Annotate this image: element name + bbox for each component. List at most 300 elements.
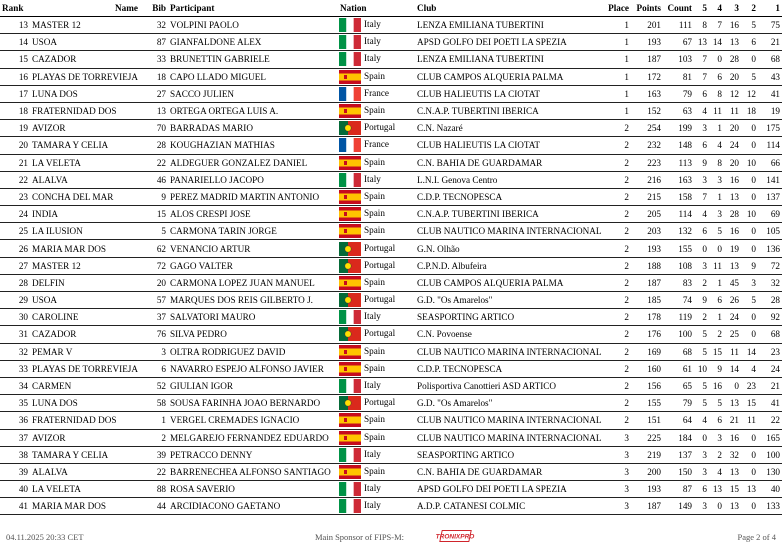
cell-s1: 136	[758, 240, 782, 257]
cell-s1: 141	[758, 171, 782, 188]
cell-place: 2	[603, 154, 631, 171]
cell-participant: BARRADAS MARIO	[168, 120, 338, 137]
nation-label: Spain	[364, 70, 385, 81]
cell-count: 155	[663, 240, 694, 257]
cell-place: 3	[603, 498, 631, 515]
cell-points: 151	[631, 412, 663, 429]
cell-participant: MARQUES DOS REIS GILBERTO J.	[168, 292, 338, 309]
cell-count: 184	[663, 429, 694, 446]
cell-bib: 33	[140, 51, 168, 68]
cell-s5: 10	[694, 360, 709, 377]
cell-s2: 12	[741, 85, 758, 102]
cell-s4: 13	[709, 481, 724, 498]
cell-count: 199	[663, 120, 694, 137]
cell-bib: 88	[140, 481, 168, 498]
col-participant: Participant	[168, 0, 338, 17]
nation-label: Portugal	[364, 328, 396, 339]
cell-name: MARIA MAR DOS	[30, 498, 140, 515]
cell-s1: 72	[758, 257, 782, 274]
cell-bib: 1	[140, 412, 168, 429]
cell-s3: 24	[724, 309, 741, 326]
cell-place: 2	[603, 120, 631, 137]
nation-label: Spain	[364, 105, 385, 116]
cell-s1: 21	[758, 34, 782, 51]
cell-rank: 29	[0, 292, 30, 309]
cell-nation	[338, 120, 415, 137]
cell-participant: SACCO JULIEN	[168, 85, 338, 102]
cell-s1: 75	[758, 17, 782, 34]
cell-participant: CAPO LLADO MIGUEL	[168, 68, 338, 85]
cell-participant: SILVA PEDRO	[168, 326, 338, 343]
cell-s2: 13	[741, 481, 758, 498]
cell-s4: 14	[709, 34, 724, 51]
cell-name: ALALVA	[30, 171, 140, 188]
col-5: 5	[694, 0, 709, 17]
cell-s3: 20	[724, 120, 741, 137]
cell-s2: 0	[741, 326, 758, 343]
cell-s5: 6	[694, 85, 709, 102]
portugal-flag-icon	[339, 259, 361, 273]
spain-flag-icon	[339, 207, 361, 221]
cell-points: 155	[631, 395, 663, 412]
cell-place: 2	[603, 395, 631, 412]
cell-s5: 7	[694, 188, 709, 205]
spain-flag-icon	[339, 431, 361, 445]
nation-label: Italy	[364, 19, 381, 30]
cell-participant: GIULIAN IGOR	[168, 377, 338, 394]
cell-s2: 14	[741, 343, 758, 360]
cell-count: 87	[663, 481, 694, 498]
cell-bib: 9	[140, 188, 168, 205]
cell-nation	[338, 360, 415, 377]
page-footer	[0, 529, 782, 545]
table-row	[0, 85, 782, 102]
cell-bib: 18	[140, 68, 168, 85]
cell-rank: 16	[0, 68, 30, 85]
cell-nation	[338, 223, 415, 240]
cell-nation	[338, 343, 415, 360]
cell-participant: VENANCIO ARTUR	[168, 240, 338, 257]
cell-s5: 3	[694, 171, 709, 188]
table-row	[0, 274, 782, 291]
cell-s5: 8	[694, 17, 709, 34]
cell-bib: 22	[140, 463, 168, 480]
cell-name: AVIZOR	[30, 429, 140, 446]
cell-name: CONCHA DEL MAR	[30, 188, 140, 205]
cell-s5: 5	[694, 326, 709, 343]
cell-s1: 21	[758, 377, 782, 394]
tronixpro-logo	[435, 529, 475, 543]
col-nation: Nation	[338, 0, 415, 17]
cell-s5: 13	[694, 34, 709, 51]
cell-s2: 4	[741, 360, 758, 377]
cell-nation	[338, 206, 415, 223]
spain-flag-icon	[339, 465, 361, 479]
cell-s4: 11	[709, 257, 724, 274]
cell-rank: 21	[0, 154, 30, 171]
cell-nation	[338, 274, 415, 291]
cell-s4: 5	[709, 223, 724, 240]
cell-bib: 87	[140, 34, 168, 51]
cell-place: 2	[603, 274, 631, 291]
cell-place: 2	[603, 360, 631, 377]
table-row	[0, 257, 782, 274]
cell-bib: 22	[140, 154, 168, 171]
cell-rank: 40	[0, 481, 30, 498]
italy-flag-icon	[339, 310, 361, 324]
cell-s4: 6	[709, 292, 724, 309]
cell-place: 1	[603, 34, 631, 51]
nation-label: Spain	[364, 156, 385, 167]
cell-s2: 5	[741, 17, 758, 34]
nation-label: Spain	[364, 345, 385, 356]
cell-place: 2	[603, 223, 631, 240]
cell-s4: 11	[709, 102, 724, 119]
table-row	[0, 137, 782, 154]
col-bib: Bib	[140, 0, 168, 17]
cell-club: G.N. Olhão	[415, 240, 603, 257]
col-club: Club	[415, 0, 603, 17]
cell-s4: 3	[709, 171, 724, 188]
cell-rank: 32	[0, 343, 30, 360]
cell-s5: 3	[694, 446, 709, 463]
cell-s3: 26	[724, 292, 741, 309]
italy-flag-icon	[339, 52, 361, 66]
cell-name: LA VELETA	[30, 154, 140, 171]
cell-s1: 41	[758, 395, 782, 412]
cell-rank: 26	[0, 240, 30, 257]
cell-participant: BARRENECHEA ALFONSO SANTIAGO	[168, 463, 338, 480]
cell-club: CLUB NAUTICO MARINA INTERNACIONAL	[415, 223, 603, 240]
cell-s1: 40	[758, 481, 782, 498]
cell-name: CAZADOR	[30, 51, 140, 68]
cell-name: LA VELETA	[30, 481, 140, 498]
nation-label: France	[364, 87, 389, 98]
cell-nation	[338, 171, 415, 188]
cell-rank: 38	[0, 446, 30, 463]
cell-s3: 16	[724, 223, 741, 240]
cell-participant: ROSA SAVERIO	[168, 481, 338, 498]
cell-place: 1	[603, 85, 631, 102]
cell-nation	[338, 102, 415, 119]
cell-name: ALALVA	[30, 463, 140, 480]
col-rank: Rank	[0, 0, 30, 17]
cell-place: 2	[603, 171, 631, 188]
cell-count: 150	[663, 463, 694, 480]
cell-place: 1	[603, 17, 631, 34]
table-row	[0, 463, 782, 480]
cell-club: C.N. Povoense	[415, 326, 603, 343]
cell-participant: CARMONA TARIN JORGE	[168, 223, 338, 240]
cell-count: 79	[663, 85, 694, 102]
cell-points: 163	[631, 85, 663, 102]
cell-s2: 0	[741, 137, 758, 154]
cell-s5: 5	[694, 377, 709, 394]
cell-count: 100	[663, 326, 694, 343]
cell-club: C.N. BAHIA DE GUARDAMAR	[415, 154, 603, 171]
cell-s3: 11	[724, 102, 741, 119]
cell-place: 2	[603, 326, 631, 343]
cell-count: 111	[663, 17, 694, 34]
cell-club: APSD GOLFO DEI POETI LA SPEZIA	[415, 34, 603, 51]
cell-points: 188	[631, 257, 663, 274]
cell-s4: 6	[709, 68, 724, 85]
cell-nation	[338, 17, 415, 34]
cell-s4: 16	[709, 377, 724, 394]
cell-rank: 23	[0, 188, 30, 205]
cell-s4: 9	[709, 360, 724, 377]
cell-s3: 19	[724, 240, 741, 257]
france-flag-icon	[339, 87, 361, 101]
cell-name: MASTER 12	[30, 257, 140, 274]
cell-participant: PEREZ MADRID MARTIN ANTONIO	[168, 188, 338, 205]
nation-label: Portugal	[364, 259, 396, 270]
cell-club: Polisportiva Canottieri ASD ARTICO	[415, 377, 603, 394]
cell-s2: 10	[741, 206, 758, 223]
cell-nation	[338, 463, 415, 480]
nation-label: Portugal	[364, 242, 396, 253]
cell-s2: 0	[741, 240, 758, 257]
cell-s1: 41	[758, 85, 782, 102]
cell-points: 223	[631, 154, 663, 171]
cell-s3: 12	[724, 85, 741, 102]
nation-label: Portugal	[364, 122, 396, 133]
cell-points: 203	[631, 223, 663, 240]
cell-participant: NAVARRO ESPEJO ALFONSO JAVIER	[168, 360, 338, 377]
cell-bib: 6	[140, 360, 168, 377]
cell-rank: 14	[0, 34, 30, 51]
cell-participant: SALVATORI MAURO	[168, 309, 338, 326]
cell-s4: 1	[709, 274, 724, 291]
table-row	[0, 481, 782, 498]
table-row	[0, 223, 782, 240]
cell-s5: 3	[694, 463, 709, 480]
cell-place: 2	[603, 188, 631, 205]
cell-club: C.N.A.P. TUBERTINI IBERICA	[415, 206, 603, 223]
cell-s5: 3	[694, 257, 709, 274]
cell-place: 2	[603, 292, 631, 309]
cell-bib: 70	[140, 120, 168, 137]
cell-name: AVIZOR	[30, 120, 140, 137]
cell-s5: 7	[694, 51, 709, 68]
cell-name: PLAYAS DE TORREVIEJA	[30, 360, 140, 377]
cell-rank: 35	[0, 395, 30, 412]
nation-label: Spain	[364, 191, 385, 202]
cell-participant: BRUNETTIN GABRIELE	[168, 51, 338, 68]
cell-s1: 28	[758, 292, 782, 309]
france-flag-icon	[339, 138, 361, 152]
cell-s2: 0	[741, 171, 758, 188]
cell-s1: 130	[758, 463, 782, 480]
cell-count: 83	[663, 274, 694, 291]
cell-bib: 3	[140, 343, 168, 360]
cell-place: 3	[603, 446, 631, 463]
cell-participant: GAGO VALTER	[168, 257, 338, 274]
cell-s2: 9	[741, 257, 758, 274]
cell-s4: 1	[709, 188, 724, 205]
cell-participant: CARMONA LOPEZ JUAN MANUEL	[168, 274, 338, 291]
cell-bib: 20	[140, 274, 168, 291]
cell-s5: 9	[694, 292, 709, 309]
cell-s1: 69	[758, 206, 782, 223]
cell-place: 1	[603, 51, 631, 68]
cell-nation	[338, 240, 415, 257]
cell-count: 114	[663, 206, 694, 223]
cell-s3: 0	[724, 377, 741, 394]
italy-flag-icon	[339, 448, 361, 462]
cell-rank: 31	[0, 326, 30, 343]
page-number: Page 2 of 4	[737, 532, 776, 542]
cell-name: DELFIN	[30, 274, 140, 291]
cell-rank: 15	[0, 51, 30, 68]
cell-nation	[338, 446, 415, 463]
cell-participant: VERGEL CREMADES IGNACIO	[168, 412, 338, 429]
cell-club: G.D. "Os Amarelos"	[415, 395, 603, 412]
cell-count: 163	[663, 171, 694, 188]
cell-bib: 5	[140, 223, 168, 240]
cell-s3: 32	[724, 446, 741, 463]
cell-s2: 10	[741, 154, 758, 171]
cell-name: LA ILUSION	[30, 223, 140, 240]
cell-club: CLUB CAMPOS ALQUERIA PALMA	[415, 274, 603, 291]
table-row	[0, 395, 782, 412]
cell-s1: 114	[758, 137, 782, 154]
portugal-flag-icon	[339, 293, 361, 307]
cell-s2: 0	[741, 498, 758, 515]
cell-s1: 105	[758, 223, 782, 240]
cell-s2: 0	[741, 188, 758, 205]
spain-flag-icon	[339, 156, 361, 170]
cell-participant: ARCIDIACONO GAETANO	[168, 498, 338, 515]
table-row	[0, 292, 782, 309]
cell-nation	[338, 377, 415, 394]
cell-s5: 6	[694, 137, 709, 154]
nation-label: Portugal	[364, 294, 396, 305]
cell-name: TAMARA Y CELIA	[30, 137, 140, 154]
nation-label: Spain	[364, 225, 385, 236]
cell-s4: 3	[709, 206, 724, 223]
cell-club: SEASPORTING ARTICO	[415, 309, 603, 326]
cell-rank: 33	[0, 360, 30, 377]
cell-s3: 24	[724, 137, 741, 154]
italy-flag-icon	[339, 173, 361, 187]
nation-label: France	[364, 139, 389, 150]
cell-points: 225	[631, 429, 663, 446]
cell-rank: 41	[0, 498, 30, 515]
nation-label: Italy	[364, 36, 381, 47]
cell-nation	[338, 309, 415, 326]
table-row	[0, 102, 782, 119]
cell-name: PEMAR V	[30, 343, 140, 360]
cell-s3: 16	[724, 171, 741, 188]
italy-flag-icon	[339, 18, 361, 32]
cell-count: 148	[663, 137, 694, 154]
cell-bib: 44	[140, 498, 168, 515]
cell-bib: 57	[140, 292, 168, 309]
cell-count: 79	[663, 395, 694, 412]
cell-s3: 13	[724, 257, 741, 274]
col-2: 2	[741, 0, 758, 17]
table-row	[0, 17, 782, 34]
spain-flag-icon	[339, 362, 361, 376]
cell-points: 187	[631, 498, 663, 515]
cell-s3: 20	[724, 154, 741, 171]
cell-name: FRATERNIDAD DOS	[30, 102, 140, 119]
cell-s3: 13	[724, 498, 741, 515]
cell-rank: 19	[0, 120, 30, 137]
cell-s3: 25	[724, 326, 741, 343]
cell-s5: 2	[694, 274, 709, 291]
cell-points: 187	[631, 274, 663, 291]
cell-rank: 27	[0, 257, 30, 274]
table-row	[0, 240, 782, 257]
portugal-flag-icon	[339, 396, 361, 410]
cell-count: 68	[663, 343, 694, 360]
cell-rank: 22	[0, 171, 30, 188]
cell-rank: 25	[0, 223, 30, 240]
table-row	[0, 171, 782, 188]
cell-s2: 0	[741, 429, 758, 446]
table-row	[0, 206, 782, 223]
cell-nation	[338, 154, 415, 171]
nation-label: Spain	[364, 208, 385, 219]
table-row	[0, 326, 782, 343]
cell-rank: 17	[0, 85, 30, 102]
portugal-flag-icon	[339, 242, 361, 256]
table-row	[0, 412, 782, 429]
nation-label: Spain	[364, 466, 385, 477]
cell-count: 149	[663, 498, 694, 515]
cell-s4: 2	[709, 446, 724, 463]
cell-count: 65	[663, 377, 694, 394]
cell-s1: 68	[758, 51, 782, 68]
nation-label: Italy	[364, 483, 381, 494]
brand-text: TRONIXPRO	[435, 533, 475, 541]
cell-s4: 8	[709, 85, 724, 102]
cell-s4: 1	[709, 120, 724, 137]
table-row	[0, 377, 782, 394]
cell-rank: 13	[0, 17, 30, 34]
cell-s1: 165	[758, 429, 782, 446]
cell-club: G.D. "Os Amarelos"	[415, 292, 603, 309]
cell-place: 1	[603, 68, 631, 85]
cell-points: 169	[631, 343, 663, 360]
cell-s1: 19	[758, 102, 782, 119]
nation-label: Italy	[364, 448, 381, 459]
spain-flag-icon	[339, 104, 361, 118]
cell-s2: 6	[741, 34, 758, 51]
col-points: Points	[631, 0, 663, 17]
cell-rank: 18	[0, 102, 30, 119]
cell-bib: 72	[140, 257, 168, 274]
cell-participant: SOUSA FARINHA JOAO BERNARDO	[168, 395, 338, 412]
cell-club: CLUB NAUTICO MARINA INTERNACIONAL	[415, 429, 603, 446]
cell-place: 2	[603, 137, 631, 154]
cell-s1: 175	[758, 120, 782, 137]
cell-place: 2	[603, 343, 631, 360]
cell-club: CLUB NAUTICO MARINA INTERNACIONAL	[415, 343, 603, 360]
cell-points: 187	[631, 51, 663, 68]
cell-count: 64	[663, 412, 694, 429]
spain-flag-icon	[339, 345, 361, 359]
cell-bib: 32	[140, 17, 168, 34]
cell-rank: 30	[0, 309, 30, 326]
cell-s1: 24	[758, 360, 782, 377]
cell-bib: 46	[140, 171, 168, 188]
cell-participant: ALOS CRESPI JOSE	[168, 206, 338, 223]
nation-label: Spain	[364, 414, 385, 425]
nation-label: Italy	[364, 500, 381, 511]
